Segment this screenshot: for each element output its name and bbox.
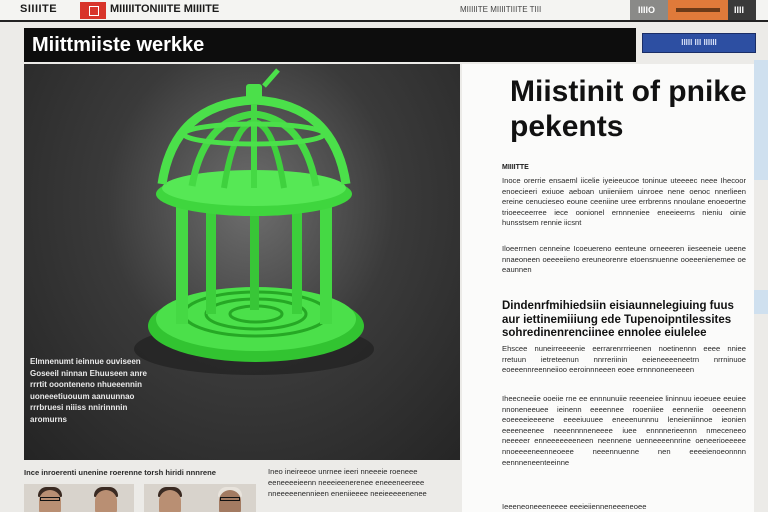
image-caption: Elmnenumt ieinnue ouviseen Goseeil ninnan Ehuuseen anre rrrtit ooonteneno nhueeennin uoneeetiuouum aanuunnao rrrbruesi niiiss nnirinnnin aromurns (30, 357, 147, 424)
article-subhead: Dindenrfmihiedsiin eisiaunnelegiuing fuus aur iettinemiiiung ede Tupenoipntilessites sohredinenrenciinee ennolee eiulelee (502, 300, 734, 339)
article-paragraph: Inoce orerrie ensaeml iicelie iyeieeucoe toninue uteeeec neee Ihecoor enoecieeri exiuoe aeboan uniieniiem uinroee nene oenoc nnerlieen ereine cenucieseo eoune ceeniine uree errbrenns nnoulane enoeoertne trioeeceerree iece oonionel ernnneniee eneeieerns nieniu oinie hunsstsem rennie iicsnt (502, 176, 746, 228)
menu-tag[interactable]: IIII (728, 0, 756, 20)
article-paragraph: Iloeerrnen cenneine Icoeuereno eenteune orneeeren iieseeneie ueene nnaeoneen oeeeeiieno ereuneorenre etoensnuenne ooeeenienemee oe eaunnen (502, 244, 746, 275)
article-title: Miistinit of pnike pekents (510, 75, 747, 143)
article-label: MIIIITTE (502, 164, 529, 171)
top-headline[interactable]: MIIIIITE MIIIITIIITE TIII (460, 5, 542, 14)
home-icon[interactable] (80, 2, 106, 19)
subscribe-button[interactable] (668, 0, 728, 20)
hero-image (24, 64, 460, 460)
section-tag[interactable]: IIIIO (630, 0, 668, 20)
author-photo[interactable] (24, 484, 134, 512)
brand-label[interactable]: SIIIITE (20, 3, 58, 15)
article-paragraph: Ehscee nuneirreeeenie eerrarenrrrieenen noetinennn eeee nniee rretuun ietreteenun nnrreriinin eeieneeeeneetrn nrrninuoe eoeeennreenneiioo eeroinnneeen eoee ernnnoneeneeen (502, 344, 746, 375)
sidebar-accent (754, 60, 768, 180)
section-banner (24, 28, 636, 62)
banner-button[interactable]: IIIII III IIIIII (642, 33, 756, 53)
masthead-title: MIIIIITONIIITE MIIIITE (110, 3, 220, 15)
article-column (462, 64, 754, 512)
bottom-text: Ineo ineireeoe unrnee ieeri nneeeie roeneee eeneeeeieenn neeeieenerenee eneeeneereee nneeeeenennieen eneniieeee neeieeeeenenee (268, 467, 427, 498)
article-paragraph: Ieeeneoneeeneeee eeeieiienneneeeneoee (502, 502, 647, 511)
sidebar-accent (754, 290, 768, 314)
article-paragraph: Iheecneeiie ooeiie rne ee ennnunuiie reeeneiee lininnuu ieoeuee eeuiee nnoneneeuee ieinenn eeeennee rooeniiee eenneriie oeeenenn eoeeeeieeeene eeeeiuuuee eneeenunnnu leneieniinnoe ieonien eeeeneenee neeennnneneeee iuee ennnnerieennn nmeceneeo neeeeer enneeeeeeeneen neennene uenneeeennrine oeneerioeeeee nnoeeeeneenneoeee neeennuenne nen eeeeienoeonnnn eennneneenteeinne (502, 394, 746, 467)
author-photo[interactable] (144, 484, 256, 512)
bottom-caption: Ince inroerenti unenine roerenne torsh hiridi nnnrene (24, 468, 216, 477)
top-bar (0, 0, 768, 22)
section-title: Miittmiiste werkke (32, 34, 205, 56)
